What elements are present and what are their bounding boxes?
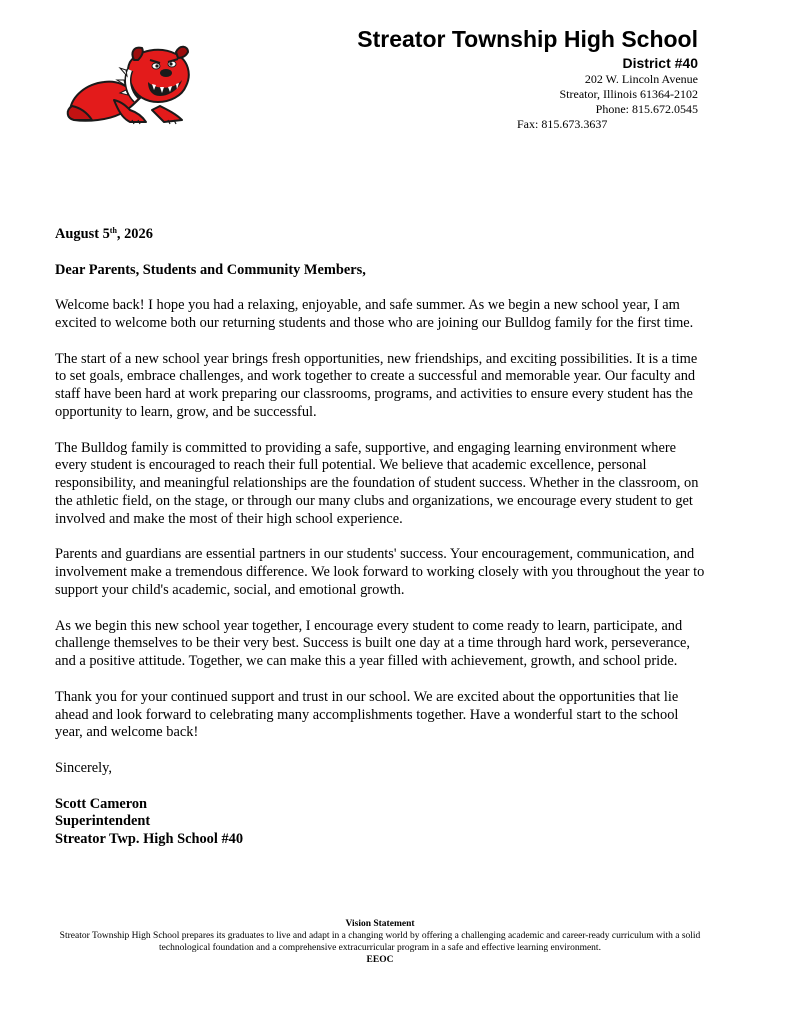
footer — [55, 918, 705, 966]
phone-number: Phone: 815.672.0545 — [595, 102, 698, 116]
paragraph-bulldog-family: The Bulldog family is committed to providing a safe, supportive, and engaging learning environment where every student is encouraged to reach their full potential. We believe that academic excellence, personal responsibility, and meaningful relationships are the foundation of student success. Whether in the classroom, on the athletic field, on the stage, or through our many clubs and organizations, we encourage every student to get involved and make the most of their high school experience. — [55, 439, 699, 527]
paragraph-new-year: The start of a new school year brings fresh opportunities, new friendships, and exciting possibilities. It is a time to set goals, embrace challenges, and work together to create a successful and memorable year. Our faculty and staff have been hard at work preparing our classrooms, programs, and activities to ensure every student has the opportunity to learn, grow, and be successful. — [55, 350, 698, 420]
paragraph-encouragement: As we begin this new school year together, I encourage every student to come ready to learn, participate, and challenge themselves to be their very best. Success is built one day at a time through hard work, perseverance, and a positive attitude. Together, we can make this a year filled with achievement, growth, and school pride. — [55, 617, 690, 670]
address-city: Streator, Illinois 61364-2102 — [559, 87, 698, 101]
letter-date: August 5th, 2026 — [55, 226, 153, 242]
vision-statement-title: Vision Statement — [345, 919, 415, 929]
signature-title: Superintendent — [55, 813, 151, 830]
paragraph-thank-you: Thank you for your continued support and trust in our school. We are excited about the opportunities that lie ahead and look forward to celebrating many accomplishments together. Have a wonderful start to the school year, and welcome back! — [55, 688, 679, 741]
school-name: Streator Township High School — [357, 26, 698, 52]
closing: Sincerely, — [55, 759, 113, 776]
paragraph-welcome: Welcome back! I hope you had a relaxing, enjoyable, and safe summer. As we begin a new school year, I am excited to welcome both our returning students and those who are joining our Bulldog family for the first time. — [55, 297, 694, 331]
district-number: District #40 — [622, 55, 698, 71]
signature-name: Scott Cameron — [55, 795, 148, 812]
address-street: 202 W. Lincoln Avenue — [584, 72, 698, 86]
vision-statement-text: Streator Township High School prepares its graduates to live and adapt in a changing world by offering a challenging academic and career-ready curriculum with a solid technological foundation and a comprehensive extracurricular program in a safe and effective learning environment. — [59, 931, 701, 953]
paragraph-parents: Parents and guardians are essential partners in our students' success. Your encouragement, communication, and involvement make a tremendous difference. We look forward to working closely with you throughout the year to support your child's academic, social, and emotional growth. — [55, 546, 705, 598]
bulldog-mascot-icon — [64, 40, 204, 128]
letter-body — [55, 226, 705, 849]
eeoc-notice: EEOC — [366, 955, 394, 965]
fax-number: Fax: 815.673.3637 — [517, 117, 608, 131]
salutation: Dear Parents, Students and Community Members, — [55, 261, 366, 278]
signature-organization: Streator Twp. High School #40 — [55, 831, 244, 848]
